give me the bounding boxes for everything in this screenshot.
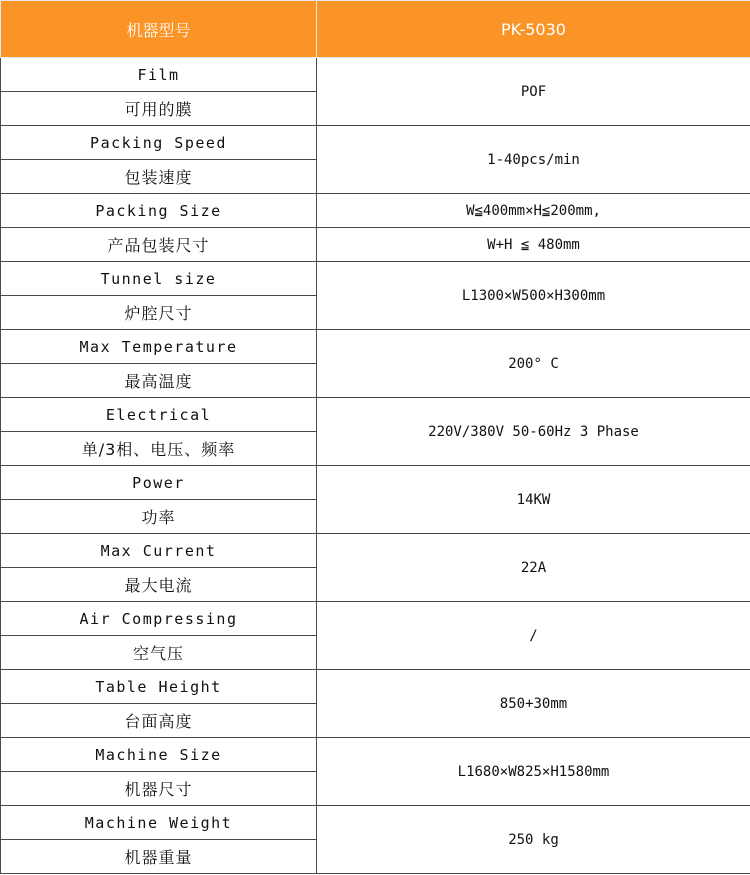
spec-name-zh: 炉腔尺寸 [1,296,317,330]
header-model: PK-5030 [317,1,750,58]
spec-name-en: Machine Weight [1,806,317,840]
spec-name-zh: 包装速度 [1,160,317,194]
spec-name-en: Packing Size [1,194,317,228]
spec-value: 200° C [317,330,750,398]
spec-value: / [317,602,750,670]
spec-name-en: Air Compressing [1,602,317,636]
spec-name-zh: 最大电流 [1,568,317,602]
spec-value: 22A [317,534,750,602]
spec-value: 250 kg [317,806,750,874]
spec-name-zh: 可用的膜 [1,92,317,126]
spec-name-en: Max Current [1,534,317,568]
table-row [1,58,750,92]
table-row [1,806,750,840]
spec-name-en: Tunnel size [1,262,317,296]
spec-name-en: Power [1,466,317,500]
spec-name-zh: 单/3相、电压、频率 [1,432,317,466]
spec-name-zh: 机器尺寸 [1,772,317,806]
spec-name-en: Packing Speed [1,126,317,160]
spec-name-en: Machine Size [1,738,317,772]
spec-name-en: Film [1,58,317,92]
table-row [1,466,750,500]
spec-value: L1680×W825×H1580mm [317,738,750,806]
table-row [1,262,750,296]
table-row [1,126,750,160]
table-row [1,738,750,772]
table-header-row [1,1,750,58]
spec-name-en: Electrical [1,398,317,432]
spec-name-zh: 空气压 [1,636,317,670]
spec-value: POF [317,58,750,126]
spec-value: 14KW [317,466,750,534]
spec-name-zh: 机器重量 [1,840,317,874]
spec-value: W≦400mm×H≦200mm, [317,194,750,228]
table-row [1,670,750,704]
spec-name-en: Table Height [1,670,317,704]
table-row [1,194,750,228]
spec-value: 220V/380V 50-60Hz 3 Phase [317,398,750,466]
table-row [1,228,750,262]
header-label: 机器型号 [1,1,317,58]
spec-value: 850+30mm [317,670,750,738]
spec-name-zh: 台面高度 [1,704,317,738]
table-row [1,398,750,432]
spec-name-zh: 最高温度 [1,364,317,398]
spec-name-en: Max Temperature [1,330,317,364]
spec-value-secondary: W+H ≦ 480mm [317,228,750,262]
spec-name-zh: 功率 [1,500,317,534]
table-row [1,330,750,364]
spec-value: L1300×W500×H300mm [317,262,750,330]
table-row [1,534,750,568]
spec-value: 1-40pcs/min [317,126,750,194]
table-row [1,602,750,636]
spec-name-zh: 产品包装尺寸 [1,228,317,262]
